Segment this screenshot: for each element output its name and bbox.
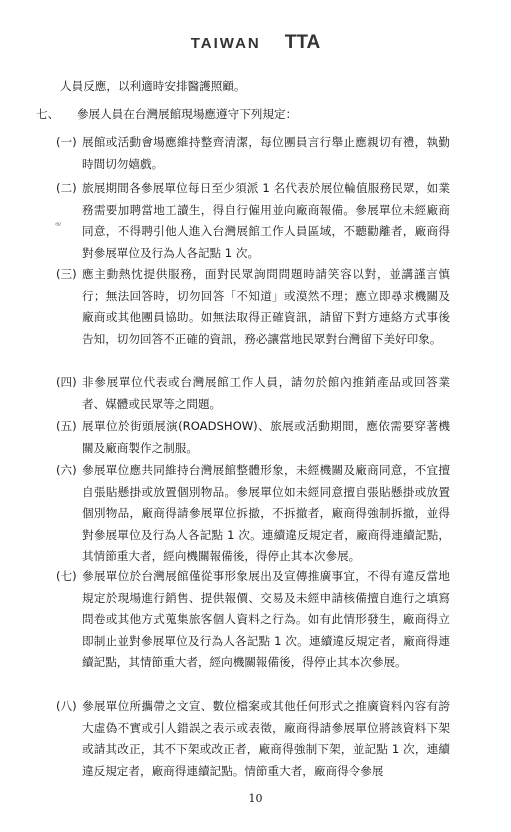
- item-number: (六): [56, 463, 77, 477]
- tta-logo: TTA: [284, 32, 321, 53]
- taiwan-logo: TAIWAN: [190, 34, 261, 52]
- page-number: 10: [248, 792, 263, 805]
- section-title: 參展人員在台灣展館現場應遵守下列規定：: [76, 107, 298, 121]
- item-text: 參展單位應共同維持台灣展館整體形象，未經機關及廠商同意，不宜擅自張貼懸掛或放置個別物品。參展單位如未經同意擅自張貼懸掛或放置個別物品，廠商得請參展單位拆撤，不拆撤者，廠商得強制拆撤，並得對參展單位及行為人各記點 1 次。連續違反規定者，廠商得連續記點，其情節重大者，經向機關報備後，得停止其本次參展。: [82, 463, 450, 564]
- item-number: (八): [56, 699, 77, 713]
- page-header: [0, 30, 511, 56]
- item-number: (一): [56, 135, 77, 149]
- item-text: 非參展單位代表或台灣展館工作人員，請勿於館內推銷產品或回答業者、媒體或民眾等之問題。: [82, 375, 450, 411]
- item-text: 展單位於街頭展演(ROADSHOW)、旅展或活動期間，應依需要穿著機關及廠商製作之制服。: [82, 419, 450, 455]
- section-heading: [36, 104, 297, 126]
- item-number: (四): [56, 375, 77, 389]
- item-number: (二): [56, 181, 77, 195]
- item-text: 展館或活動會場應維持整齊清潔，每位團員言行舉止應親切有禮，執勤時間切勿嬉戲。: [82, 135, 450, 171]
- item-number: (五): [56, 419, 77, 433]
- item-number: (七): [56, 569, 77, 583]
- item-number: (三): [56, 267, 77, 281]
- intro-line: 人員反應，以利適時安排醫護照顧。: [60, 79, 246, 93]
- item-text: 應主動熱忱提供服務，面對民眾詢問問題時請笑容以對，並講謹言慎行；無法回答時，切勿回答「不知道」或漠然不理；應立即尋求機關及廠商或其他團員協助。如無法取得正確資訊，請留下對方連絡方式事後告知，切勿回答不正確的資訊，務必讓當地民眾對台灣留下美好印象。: [82, 267, 450, 346]
- section-number: 七、: [36, 107, 60, 121]
- item-text: 參展單位於台灣展館僅從事形象展出及宣傳推廣事宜，不得有違反當地規定於現場進行銷售、提供報價、交易及未經申請核備擅自進行之填寫問卷或其他方式蒐集旅客個人資料之行為。如有此情形發生，廠商得立即制止並對參展單位及行為人各記點 1 次。連續違反規定者，廠商得連續記點，其情節重大者，經向機關報備後，得停止其本次參展。: [82, 569, 450, 670]
- margin-mark: ᵆ: [55, 221, 62, 232]
- item-text: 參展單位所攜帶之文宣、數位檔案或其他任何形式之推廣資料內容有誇大虛偽不實或引人錯誤之表示或表徵，廠商得請參展單位將該資料下架或請其改正，其不下架或改正者，廠商得強制下架，並記點 1 次，連續違反規定者，廠商得連續記點。情節重大者，廠商得令參展: [82, 699, 450, 778]
- item-text: 旅展期間各參展單位每日至少須派 1 名代表於展位輪值服務民眾，如業務需要加聘當地工讀生，得自行僱用並向廠商報備。參展單位未經廠商同意，不得聘引他人進入台灣展館工作人員區域，不聽勸離者，廠商得對參展單位及行為人各記點 1 次。: [82, 181, 450, 260]
